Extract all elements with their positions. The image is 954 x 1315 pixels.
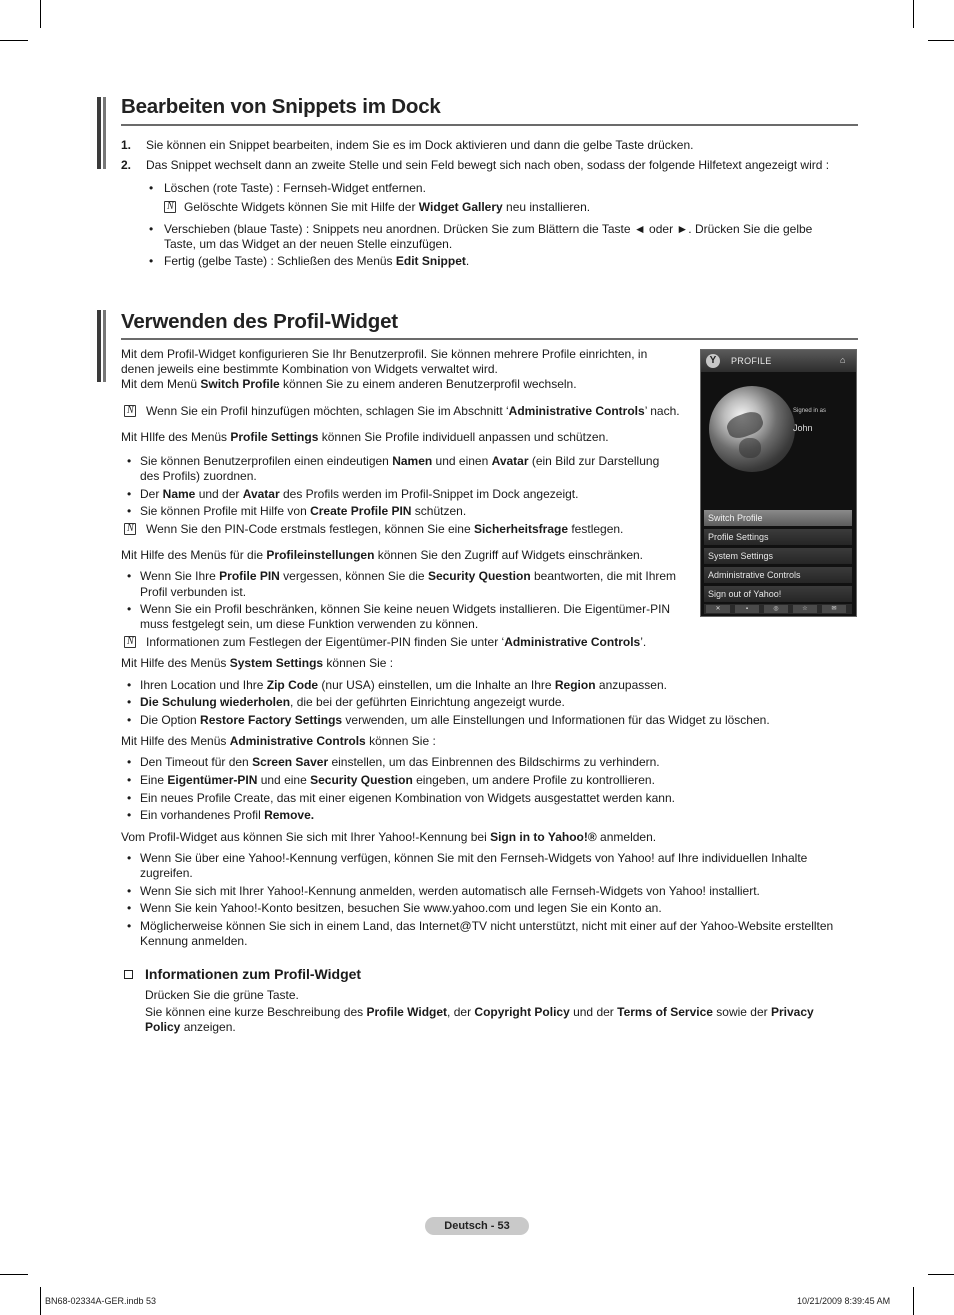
bullet: • [127, 791, 132, 805]
star-icon: ☆ [793, 605, 817, 613]
checkbox-icon [124, 970, 133, 979]
bullet: • [127, 901, 132, 915]
paragraph: Mit HIlfe des Menüs Profile Settings können Sie Profile individuell anpassen und schützen. [121, 430, 609, 444]
bullet: • [127, 602, 132, 616]
bullet-text: Der Name und der Avatar des Profils werden im Profil-Snippet im Dock angezeigt. [140, 487, 579, 501]
note-text: Gelöschte Widgets können Sie mit Hilfe der Widget Gallery neu installieren. [184, 200, 591, 214]
paragraph: Mit dem Menü Switch Profile können Sie zu einem anderen Benutzerprofil wechseln. [121, 377, 577, 391]
note-text: Informationen zum Festlegen der Eigentümer-PIN finden Sie unter ‘Administrative Controls’. [146, 635, 647, 649]
bullet-text: Die Schulung wiederholen, die bei der geführten Einrichtung angezeigt wurde. [140, 695, 565, 709]
step-text: Das Snippet wechselt dann an zweite Stelle und sein Feld bewegt sich nach oben, sodass der folgende Hilfetext angezeigt wird : [146, 158, 830, 172]
menu-item-sign-out: Sign out of Yahoo! [704, 586, 852, 603]
bullet-text: zugreifen. [140, 866, 193, 880]
close-icon: ✕ [706, 605, 730, 613]
bullet: • [127, 713, 132, 727]
page-number-badge: Deutsch - 53 [425, 1217, 529, 1235]
file-name: BN68-02334A-GER.indb 53 [45, 1296, 157, 1306]
paragraph: Mit dem Profil-Widget konfigurieren Sie Ihr Benutzerprofil. Sie können mehrere Profile einrichten, in [121, 347, 648, 361]
bullet: • [127, 884, 132, 898]
section-rule [121, 338, 858, 340]
crop-mark [913, 0, 914, 28]
section-rule [121, 124, 858, 126]
bullet-text: Kennung anmelden. [140, 934, 248, 948]
paragraph: Vom Profil-Widget aus können Sie sich mit Ihrer Yahoo!-Kennung bei Sign in to Yahoo!® anmelden. [121, 830, 657, 844]
signed-in-label: Signed in as [793, 408, 827, 414]
profile-widget-screenshot [700, 349, 857, 617]
menu-item-system-settings: System Settings [704, 548, 852, 565]
note-text: Wenn Sie ein Profil hinzufügen möchten, schlagen Sie im Abschnitt ‘Administrative Controls’ nach. [146, 404, 680, 418]
section-title: Verwenden des Profil-Widget [121, 310, 398, 333]
bullet-text: Wenn Sie sich mit Ihrer Yahoo!-Kennung anmelden, werden automatisch alle Fernseh-Widgets von Yahoo! installiert. [140, 884, 760, 898]
screenshot-title: PROFILE [731, 356, 772, 366]
note-icon [124, 405, 136, 417]
bullet: • [127, 569, 132, 583]
bullet-text: Wenn Sie Ihre Profile PIN vergessen, können Sie die Security Question beantworten, die mit Ihrem [140, 569, 677, 583]
crop-mark [0, 40, 28, 41]
globe-avatar-icon [709, 386, 795, 472]
yahoo-icon: ◎ [764, 605, 788, 613]
bullet: • [127, 695, 132, 709]
bullet: • [149, 222, 154, 236]
subsection-title: Informationen zum Profil-Widget [145, 966, 362, 982]
note-icon [124, 636, 136, 648]
paragraph: Drücken Sie die grüne Taste. [145, 988, 299, 1002]
bullet: • [127, 919, 132, 933]
bullet: • [127, 851, 132, 865]
note-icon [164, 201, 176, 213]
paragraph: Sie können eine kurze Beschreibung des Profile Widget, der Copyright Policy und der Terms of Service sowie der Privacy [145, 1005, 814, 1019]
note-icon [124, 523, 136, 535]
paragraph: Mit Hilfe des Menüs für die Profileinstellungen können Sie den Zugriff auf Widgets einschränken. [121, 548, 644, 562]
bullet: • [149, 254, 154, 268]
section-marker [97, 310, 109, 382]
paragraph: denen jeweils eine bestimmte Kombination von Widgets verwaltet wird. [121, 362, 498, 376]
section-marker [97, 97, 109, 169]
paragraph: Mit Hilfe des Menüs System Settings können Sie : [121, 656, 394, 670]
paragraph: Mit Hilfe des Menüs Administrative Controls können Sie : [121, 734, 436, 748]
bullet-text: Die Option Restore Factory Settings verwenden, um alle Einstellungen und Informationen für das Widget zu löschen. [140, 713, 770, 727]
bullet: • [127, 773, 132, 787]
crop-mark [0, 1274, 28, 1275]
bullet: • [127, 755, 132, 769]
menu-item-administrative-controls: Administrative Controls [704, 567, 852, 584]
bullet-text: Möglicherweise können Sie sich in einem Land, das Internet@TV nicht unterstützt, nicht mit einer auf der Yahoo-Website erstellten [140, 919, 834, 933]
screenshot-header [701, 350, 856, 372]
bullet-text: Profil verbunden ist. [140, 585, 247, 599]
bullet-text: Verschieben (blaue Taste) : Snippets neu anordnen. Drücken Sie zum Blättern die Taste ◄ oder ►. Drücken Sie die gelbe [164, 222, 813, 236]
mail-icon: ✉ [822, 605, 846, 613]
bullet: • [149, 181, 154, 195]
screenshot-footer [704, 604, 852, 614]
crop-mark [40, 1287, 41, 1315]
bullet: • [127, 504, 132, 518]
bullet-text: Wenn Sie über eine Yahoo!-Kennung verfügen, können Sie mit den Fernseh-Widgets von Yahoo! auf Ihre individuellen Inhalte [140, 851, 808, 865]
note-text: Wenn Sie den PIN-Code erstmals festlegen, können Sie eine Sicherheitsfrage festlegen. [146, 522, 624, 536]
bullet-text: Sie können Benutzerprofilen einen eindeutigen Namen und einen Avatar (ein Bild zur Darstellung [140, 454, 660, 468]
bullet-text: Löschen (rote Taste) : Fernseh-Widget entfernen. [164, 181, 426, 195]
step-number: 2. [121, 158, 132, 172]
yahoo-logo-icon: Y [706, 354, 720, 368]
crop-mark [928, 1274, 954, 1275]
bullet: • [127, 808, 132, 822]
paragraph: Policy anzeigen. [145, 1020, 236, 1034]
bullet-text: Wenn Sie kein Yahoo!-Konto besitzen, besuchen Sie www.yahoo.com und legen Sie ein Konto an. [140, 901, 662, 915]
bullet-text: muss festgelegt sein, um diese Funktion verwenden zu können. [140, 617, 479, 631]
menu-item-switch-profile: Switch Profile [704, 510, 852, 527]
user-name: John [793, 423, 813, 433]
bullet: • [127, 487, 132, 501]
bullet: • [127, 678, 132, 692]
bullet-text: Ein vorhandenes Profil Remove. [140, 808, 315, 822]
bullet-text: des Profils) zuordnen. [140, 469, 257, 483]
menu-item-profile-settings: Profile Settings [704, 529, 852, 546]
print-timestamp: 10/21/2009 8:39:45 AM [797, 1296, 891, 1306]
bullet-text: Ein neues Profile Create, das mit einer eigenen Kombination von Widgets ausgestattet werden kann. [140, 791, 675, 805]
bullet-text: Eine Eigentümer-PIN und eine Security Question eingeben, um andere Profile zu kontrollieren. [140, 773, 655, 787]
bullet-text: Wenn Sie ein Profil beschränken, können Sie keine neuen Widgets installieren. Die Eigentümer-PIN [140, 602, 671, 616]
bullet-text: Sie können Profile mit Hilfe von Create Profile PIN schützen. [140, 504, 467, 518]
crop-mark [40, 0, 41, 28]
crop-mark [928, 40, 954, 41]
stop-icon: ▪ [735, 605, 759, 613]
bullet-text: Fertig (gelbe Taste) : Schließen des Menüs Edit Snippet. [164, 254, 470, 268]
crop-mark [913, 1287, 914, 1315]
bullet-text: Taste, um das Widget an der neuen Stelle einzufügen. [164, 237, 453, 251]
home-icon: ⌂ [840, 355, 846, 365]
step-text: Sie können ein Snippet bearbeiten, indem Sie es im Dock aktivieren und dann die gelbe Taste drücken. [146, 138, 694, 152]
bullet-text: Den Timeout für den Screen Saver einstellen, um das Einbrennen des Bildschirms zu verhindern. [140, 755, 660, 769]
step-number: 1. [121, 138, 132, 152]
section-title: Bearbeiten von Snippets im Dock [121, 95, 441, 118]
bullet-text: Ihren Location und Ihre Zip Code (nur USA) einstellen, um die Inhalte an Ihre Region anzupassen. [140, 678, 667, 692]
bullet: • [127, 454, 132, 468]
